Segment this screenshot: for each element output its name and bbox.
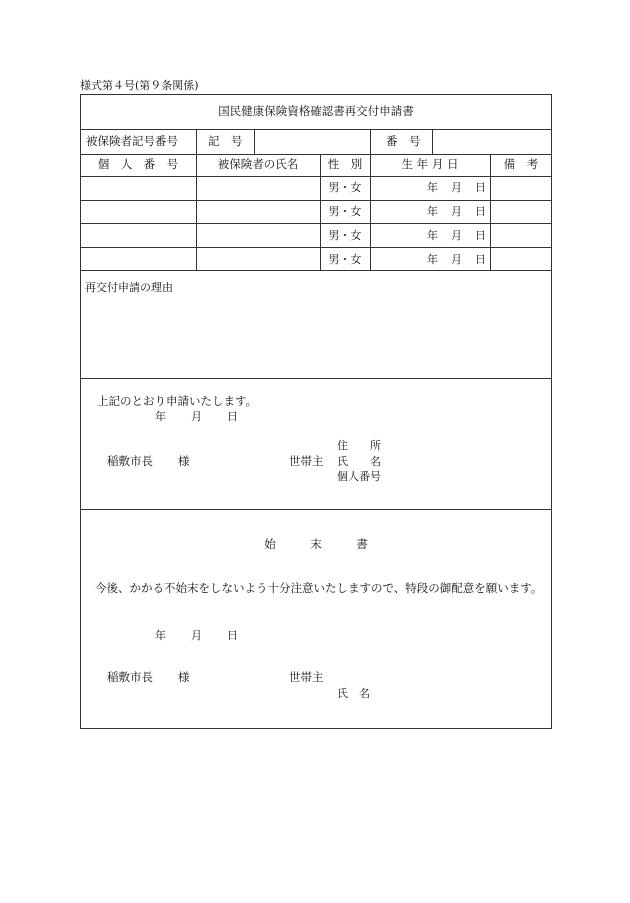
divider [80,270,552,271]
reason-label: 再交付申請の理由 [85,281,173,294]
individual-number-field[interactable] [81,177,195,199]
application-statement: 上記のとおり申請いたします。 [97,394,258,408]
col-individual-number: 個 人 番 号 [97,157,179,171]
insured-name-field[interactable] [197,224,319,246]
application-date-month: 月 [191,410,202,423]
household-head-label: 世帯主 [289,454,324,468]
sex-options[interactable]: 男・女 [328,181,362,194]
col-insured-name: 被保険者の氏名 [217,157,299,171]
insured-number-label: 被保険者記号番号 [86,134,178,148]
divider [196,129,197,154]
form-label: 様式第４号(第９条関係) [80,79,199,92]
application-date-day: 日 [227,410,238,423]
divider [80,154,552,155]
honorific: 様 [178,454,190,468]
sex-options[interactable]: 男・女 [328,205,362,218]
birth-year-label: 年 [427,205,438,218]
birth-day-label: 日 [475,205,486,218]
apology-addressee: 稲敷市長 [107,670,153,684]
divider [370,154,371,270]
name-label: 氏 名 [337,455,381,468]
birth-day-label: 日 [475,253,486,266]
divider [80,378,552,379]
birth-day-label: 日 [475,229,486,242]
col-birth-date: 生 年 月 日 [401,157,459,171]
birth-month-label: 月 [451,181,462,194]
birth-month-label: 月 [451,253,462,266]
remarks-field[interactable] [491,248,551,269]
number-field[interactable] [432,130,551,153]
apology-name-label: 氏 名 [337,687,370,700]
birth-month-label: 月 [451,205,462,218]
birth-year-label: 年 [427,229,438,242]
apology-date-day: 日 [227,629,238,642]
apology-date-year: 年 [155,629,166,642]
remarks-field[interactable] [491,224,551,246]
individual-number-label: 個人番号 [337,470,381,483]
individual-number-field[interactable] [81,224,195,246]
apology-title: 始 末 書 [264,537,368,551]
individual-number-field[interactable] [81,201,195,222]
apology-statement: 今後、かかる不始末をしないよう十分注意いたしますので、特段の御配意を願います。 [95,581,543,595]
col-sex: 性 別 [327,157,363,171]
apology-household-head-label: 世帯主 [289,670,324,684]
insured-name-field[interactable] [197,177,319,199]
birth-year-label: 年 [427,253,438,266]
symbol-field[interactable] [254,130,370,153]
col-remarks: 備 考 [503,157,539,171]
birth-day-label: 日 [475,181,486,194]
sex-options[interactable]: 男・女 [328,253,362,266]
birth-year-label: 年 [427,181,438,194]
insured-name-field[interactable] [197,248,319,269]
remarks-field[interactable] [491,201,551,222]
apology-honorific: 様 [178,670,190,684]
divider [80,509,552,510]
apology-date-month: 月 [191,629,202,642]
insured-name-field[interactable] [197,201,319,222]
sex-options[interactable]: 男・女 [328,229,362,242]
application-date-year: 年 [155,410,166,423]
reason-field[interactable] [81,296,551,376]
birth-month-label: 月 [451,229,462,242]
form-title: 国民健康保険資格確認書再交付申請書 [218,104,414,118]
symbol-label: 記 号 [208,134,243,148]
number-label: 番 号 [386,134,421,148]
address-label: 住 所 [337,439,381,452]
remarks-field[interactable] [491,177,551,199]
divider [370,129,371,154]
addressee: 稲敷市長 [107,454,153,468]
individual-number-field[interactable] [81,248,195,269]
